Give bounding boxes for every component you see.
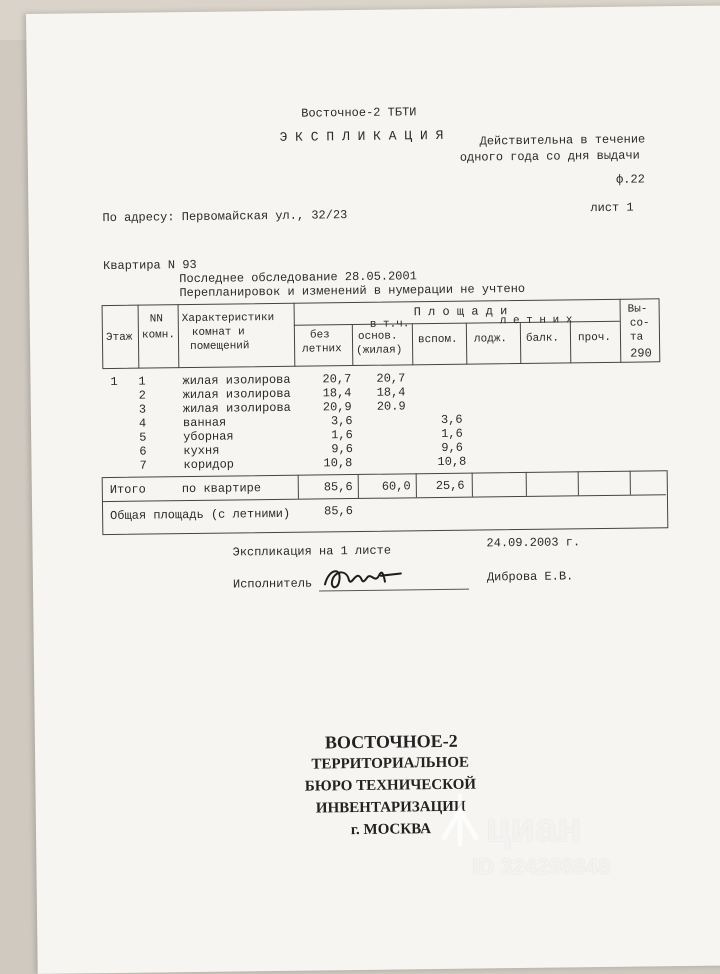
apartment-number: Квартира N 93 xyxy=(102,257,197,274)
col-loggia: лодж. xyxy=(473,333,508,346)
col-characteristics-1: Характеристики xyxy=(181,311,275,326)
col-balcony: балк. xyxy=(525,332,560,345)
room-number: 4 xyxy=(138,416,147,431)
org-name: Восточное-2 ТБТИ xyxy=(301,105,417,121)
room-aux-area: 9,6 xyxy=(441,440,464,455)
stamp-line-1: ВОСТОЧНОЕ-2 xyxy=(324,730,458,753)
totals-label-2: по квартире xyxy=(181,481,262,497)
room-total-area: 20,9 xyxy=(322,400,352,415)
signature-icon xyxy=(321,561,411,596)
form-number: ф.22 xyxy=(615,172,645,187)
executor-label: Исполнитель xyxy=(232,576,313,592)
stamp-line-4: ИНВЕНТАРИЗАЦИИ xyxy=(315,798,466,817)
stamp-line-2: ТЕРРИТОРИАЛЬНОЕ xyxy=(311,754,470,773)
room-total-area: 10,8 xyxy=(323,456,353,471)
stamp-line-3: БЮРО ТЕХНИЧЕСКОЙ xyxy=(304,776,477,795)
col-summer: л е т н и х xyxy=(499,314,573,328)
totals-total-area: 85,6 xyxy=(323,480,353,495)
watermark-brand: циан xyxy=(486,806,582,850)
room-type: уборная xyxy=(183,429,234,445)
room-total-area: 18,4 xyxy=(322,386,352,401)
last-survey-line: Последнее обследование 28.05.2001 xyxy=(179,269,417,287)
col-nn: NN xyxy=(149,313,164,326)
room-main-area: 20,7 xyxy=(376,371,406,386)
document-sheet xyxy=(26,5,720,973)
room-number: 6 xyxy=(139,444,147,459)
col-without-summer-2: летних xyxy=(302,343,342,356)
room-number: 5 xyxy=(139,430,147,445)
room-total-area: 9,6 xyxy=(331,442,354,457)
col-height-1: Вы- xyxy=(627,303,648,316)
room-type: жилая изолирова xyxy=(182,372,291,389)
room-type: коридор xyxy=(183,457,235,473)
room-number: 2 xyxy=(138,388,146,403)
room-main-area: 20.9 xyxy=(376,399,406,414)
col-without-summer-1: без xyxy=(309,329,330,342)
document-title: Э К С П Л И К А Ц И Я xyxy=(279,127,444,145)
col-main-2: (жилая) xyxy=(356,344,403,357)
room-number: 1 xyxy=(138,374,146,389)
room-total-area: 3,6 xyxy=(330,414,353,429)
room-aux-area: 10,8 xyxy=(437,454,467,470)
room-total-area: 20,7 xyxy=(322,372,352,387)
room-aux-area: 1,6 xyxy=(441,426,463,441)
room-type: жилая изолирова xyxy=(182,400,291,417)
col-main-1: основ. xyxy=(357,330,398,343)
col-including: в т.ч. xyxy=(369,318,410,331)
room-total-area: 1,6 xyxy=(331,428,353,443)
stamp-line-5: г. МОСКВА xyxy=(350,821,432,839)
col-other: проч. xyxy=(577,331,612,345)
totals-label: Итого xyxy=(109,482,146,498)
totals-main-area: 60,0 xyxy=(381,479,411,494)
floor-value: 1 xyxy=(110,374,118,389)
address-line: По адресу: Первомайская ул., 32/23 xyxy=(102,208,348,226)
watermark-id: ID 324298848 xyxy=(472,854,611,879)
executor-name: Диброва Е.В. xyxy=(486,569,574,585)
validity-line-2: одного года со дня выдачи xyxy=(459,148,640,165)
room-main-area: 18,4 xyxy=(376,385,406,400)
col-rooms: комн. xyxy=(141,329,176,342)
room-type: жилая изолирова xyxy=(182,386,291,403)
col-characteristics-3: помещений xyxy=(190,340,250,354)
room-number: 3 xyxy=(138,402,147,417)
col-auxiliary: вспом. xyxy=(417,333,458,347)
cian-logo-icon xyxy=(440,792,480,848)
sheets-note: Экспликация на 1 листе xyxy=(232,543,392,560)
col-height-2: со- xyxy=(629,317,650,330)
room-number: 7 xyxy=(139,458,147,473)
room-type: кухня xyxy=(183,443,220,459)
document-date: 24.09.2003 г. xyxy=(486,535,581,551)
totals-aux-area: 25,6 xyxy=(435,478,465,494)
room-aux-area: 3,6 xyxy=(440,412,463,427)
validity-line-1: Действительна в течение xyxy=(479,132,646,149)
room-type: ванная xyxy=(182,415,227,431)
col-areas: П л о щ а д и xyxy=(413,304,508,320)
overall-area-label: Общая площадь (с летними) xyxy=(110,506,291,524)
overall-area-value: 85,6 xyxy=(324,504,353,519)
sheet-number: лист 1 xyxy=(590,200,634,216)
col-characteristics-2: комнат и xyxy=(191,326,245,339)
col-floor: Этаж xyxy=(105,331,133,345)
replanning-note: Перепланировок и изменений в нумерации не учтено xyxy=(179,281,526,301)
col-height-3: та xyxy=(629,331,644,344)
height-value: 290 xyxy=(630,346,652,361)
